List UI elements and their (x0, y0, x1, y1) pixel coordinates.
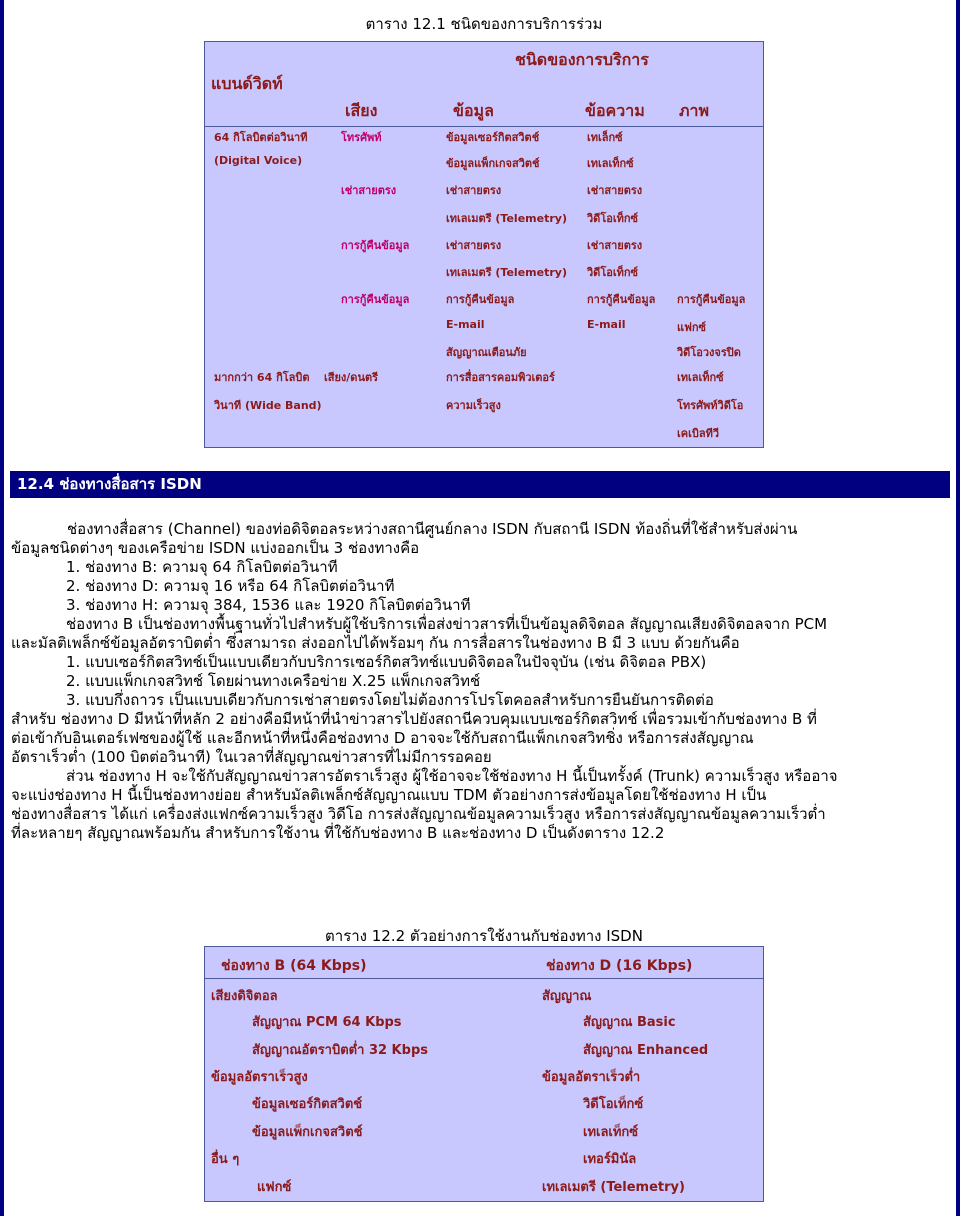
paragraph-line: ข้อมูลชนิดต่างๆ ของเครือข่าย ISDN แบ่งออกเป็น 3 ช่องทางคือ (11, 539, 420, 557)
header-divider (205, 978, 763, 979)
paragraph-line: อัตราเร็วต่ำ (100 บิตต่อวินาที) ในเวลาที่สัญญาณข่าวสารที่ไม่มีการรอคอย (11, 748, 492, 766)
paragraph-line: ช่องทางสื่อสาร ได้แก่ เครื่องส่งแฟกซ์ความเร็วสูง วิดีโอ การส่งสัญญาณข้อมูลความเร็วสูง หรือการส่งสัญญาณข้อมูลความเร็วต่ำ (11, 805, 826, 823)
column-image: ภาพ (679, 101, 710, 120)
voice-cell: โทรศัพท์ (341, 131, 382, 144)
bandwidth-cell: วินาที (Wide Band) (214, 399, 322, 412)
b-channel-item: ข้อมูลเซอร์กิตสวิตช์ (252, 1097, 363, 1112)
b-channel-item: แฟกซ์ (257, 1180, 292, 1195)
text-cell: เทเล็กซ์ (587, 131, 623, 144)
b-channel-item: สัญญาณอัตราบิตต่ำ 32 Kbps (252, 1043, 428, 1058)
list-item: 3. แบบกึ่งถาวร เป็นแบบเดียวกับการเช่าสายตรงโดยไม่ต้องการโปรโตคอลสำหรับการยืนยันการติดต่อ (66, 691, 714, 709)
header-divider (205, 126, 763, 127)
b-channel-header: ช่องทาง B (64 Kbps) (221, 958, 367, 974)
paragraph-line: สำหรับ ช่องทาง D มีหน้าที่หลัก 2 อย่างคือมีหน้าที่นำข่าวสารไปยังสถานีควบคุมแบบเซอร์กิตสวิทช์ เพื่อรวมเข้ากับช่องทาง B ที่ (11, 710, 817, 728)
paragraph-line: จะแบ่งช่องทาง H นี้เป็นช่องทางย่อย สำหรับมัลติเพล็กซ์สัญญาณแบบ TDM ตัวอย่างการส่งข้อมูลโดยใช้ช่องทาง H เป็น (11, 786, 767, 804)
service-types-table (204, 41, 764, 448)
table1-caption: ตาราง 12.1 ชนิดของการบริการร่วม (365, 15, 603, 33)
data-cell: ความเร็วสูง (446, 399, 501, 412)
paragraph-line: ต่อเข้ากับอินเตอร์เฟซของผู้ใช้ และอีกหน้าที่หนึ่งคือช่องทาง D อาจจะใช้กับสถานีแพ็กเกจสวิทชิ่ง หรือการส่งสัญญาณ (11, 729, 754, 747)
bandwidth-cell: 64 กิโลบิตต่อวินาที (214, 131, 308, 144)
image-cell: แฟกซ์ (677, 321, 707, 334)
list-item: 1. แบบเซอร์กิตสวิทช์เป็นแบบเดียวกับบริการเซอร์กิตสวิทช์แบบดิจิตอลในปัจจุบัน (เช่น ดิจิตอล PBX) (66, 653, 707, 671)
data-cell: เทเลเมตรี (Telemetry) (446, 212, 567, 225)
d-channel-item: เทอร์มินัล (583, 1152, 637, 1167)
data-cell: ข้อมูลเซอร์กิตสวิตช์ (446, 131, 540, 144)
voice-cell: การกู้คืนข้อมูล (341, 293, 410, 306)
data-cell: เช่าสายตรง (446, 239, 502, 252)
image-cell: การกู้คืนข้อมูล (677, 293, 746, 306)
voice-cell: เสียง/ดนตรี (324, 371, 379, 384)
paragraph-line: และมัลติเพล็กซ์ข้อมูลอัตราบิตต่ำ ซึ่งสามารถ ส่งออกไปได้พร้อมๆ กัน การสื่อสารในช่องทาง B มี 3 แบบ ด้วยกันคือ (11, 634, 740, 652)
d-channel-item: สัญญาณ (542, 989, 592, 1004)
text-cell: วิดีโอเท็กซ์ (587, 212, 638, 225)
text-cell: เทเลเท็กซ์ (587, 157, 634, 170)
data-cell: เทเลเมตรี (Telemetry) (446, 266, 567, 279)
b-channel-item: ข้อมูลแพ็กเกจสวิตช์ (252, 1125, 363, 1140)
d-channel-item: เทเลเท็กซ์ (583, 1125, 639, 1140)
isdn-usage-table (204, 946, 764, 1202)
list-item: 2. ช่องทาง D: ความจุ 16 หรือ 64 กิโลบิตต่อวินาที (66, 577, 395, 595)
text-cell: วิดีโอเท็กซ์ (587, 266, 638, 279)
text-cell: การกู้คืนข้อมูล (587, 293, 656, 306)
bandwidth-cell: (Digital Voice) (214, 154, 303, 167)
b-channel-item: เสียงดิจิตอล (211, 989, 278, 1004)
d-channel-header: ช่องทาง D (16 Kbps) (546, 958, 693, 974)
voice-cell: การกู้คืนข้อมูล (341, 239, 410, 252)
data-cell: การสื่อสารคอมพิวเตอร์ (446, 371, 555, 384)
image-cell: เทเลเท็กซ์ (677, 371, 724, 384)
list-item: 3. ช่องทาง H: ความจุ 384, 1536 และ 1920 กิโลบิตต่อวินาที (66, 596, 471, 614)
d-channel-item: สัญญาณ Basic (583, 1015, 676, 1030)
data-cell: E-mail (446, 318, 485, 331)
list-item: 2. แบบแพ็กเกจสวิทช์ โดยผ่านทางเครือข่าย X.25 แพ็กเกจสวิทช์ (66, 672, 481, 690)
text-cell: เช่าสายตรง (587, 184, 643, 197)
column-data: ข้อมูล (453, 101, 494, 120)
paragraph-line: ส่วน ช่องทาง H จะใช้กับสัญญาณข่าวสารอัตราเร็วสูง ผู้ใช้อาจจะใช้ช่องทาง H นี้เป็นทรั้งค์ (Trunk) ความเร็วสูง หรืออาจ (66, 767, 838, 785)
b-channel-item: ข้อมูลอัตราเร็วสูง (211, 1070, 308, 1085)
d-channel-item: วิดีโอเท็กซ์ (583, 1097, 644, 1112)
list-item: 1. ช่องทาง B: ความจุ 64 กิโลบิตต่อวินาที (66, 558, 338, 576)
bandwidth-header: แบนด์วิดท์ (211, 74, 283, 93)
data-cell: สัญญาณเตือนภัย (446, 346, 527, 359)
section-heading: 12.4 ช่องทางสื่อสาร ISDN (10, 471, 950, 498)
data-cell: ข้อมูลแพ็กเกจสวิตช์ (446, 157, 540, 170)
image-cell: โทรศัพท์วิดีโอ (677, 399, 744, 412)
column-voice: เสียง (345, 101, 378, 120)
service-types-header: ชนิดของการบริการ (515, 50, 649, 69)
column-text: ข้อความ (585, 101, 645, 120)
b-channel-item: อื่น ๆ (211, 1152, 240, 1167)
image-cell: วิดีโอวงจรปิด (677, 346, 741, 359)
paragraph-line: ที่ละหลายๆ สัญญาณพร้อมกัน สำหรับการใช้งาน ที่ใช้กับช่องทาง B และช่องทาง D เป็นดังตาราง 12.2 (11, 824, 665, 842)
data-cell: เช่าสายตรง (446, 184, 502, 197)
b-channel-item: สัญญาณ PCM 64 Kbps (252, 1015, 402, 1030)
voice-cell: เช่าสายตรง (341, 184, 397, 197)
image-cell: เคเบิลทีวี (677, 427, 720, 440)
paragraph-line: ช่องทาง B เป็นช่องทางพื้นฐานทั่วไปสำหรับผู้ใช้บริการเพื่อส่งข่าวสารที่เป็นข้อมูลดิจิตอล สัญญาณเสียงดิจิตอลจาก PCM (66, 615, 828, 633)
bandwidth-cell: มากกว่า 64 กิโลบิต (214, 371, 310, 384)
table2-caption: ตาราง 12.2 ตัวอย่างการใช้งานกับช่องทาง ISDN (325, 927, 643, 945)
d-channel-item: สัญญาณ Enhanced (583, 1043, 709, 1058)
text-cell: E-mail (587, 318, 626, 331)
data-cell: การกู้คืนข้อมูล (446, 293, 515, 306)
text-cell: เช่าสายตรง (587, 239, 643, 252)
d-channel-item: เทเลเมตรี (Telemetry) (542, 1180, 685, 1195)
d-channel-item: ข้อมูลอัตราเร็วต่ำ (542, 1070, 641, 1085)
paragraph-line: ช่องทางสื่อสาร (Channel) ของท่อดิจิตอลระหว่างสถานีศูนย์กลาง ISDN กับสถานี ISDN ท้องถิ่นที่ใช้สำหรับส่งผ่าน (67, 520, 798, 538)
